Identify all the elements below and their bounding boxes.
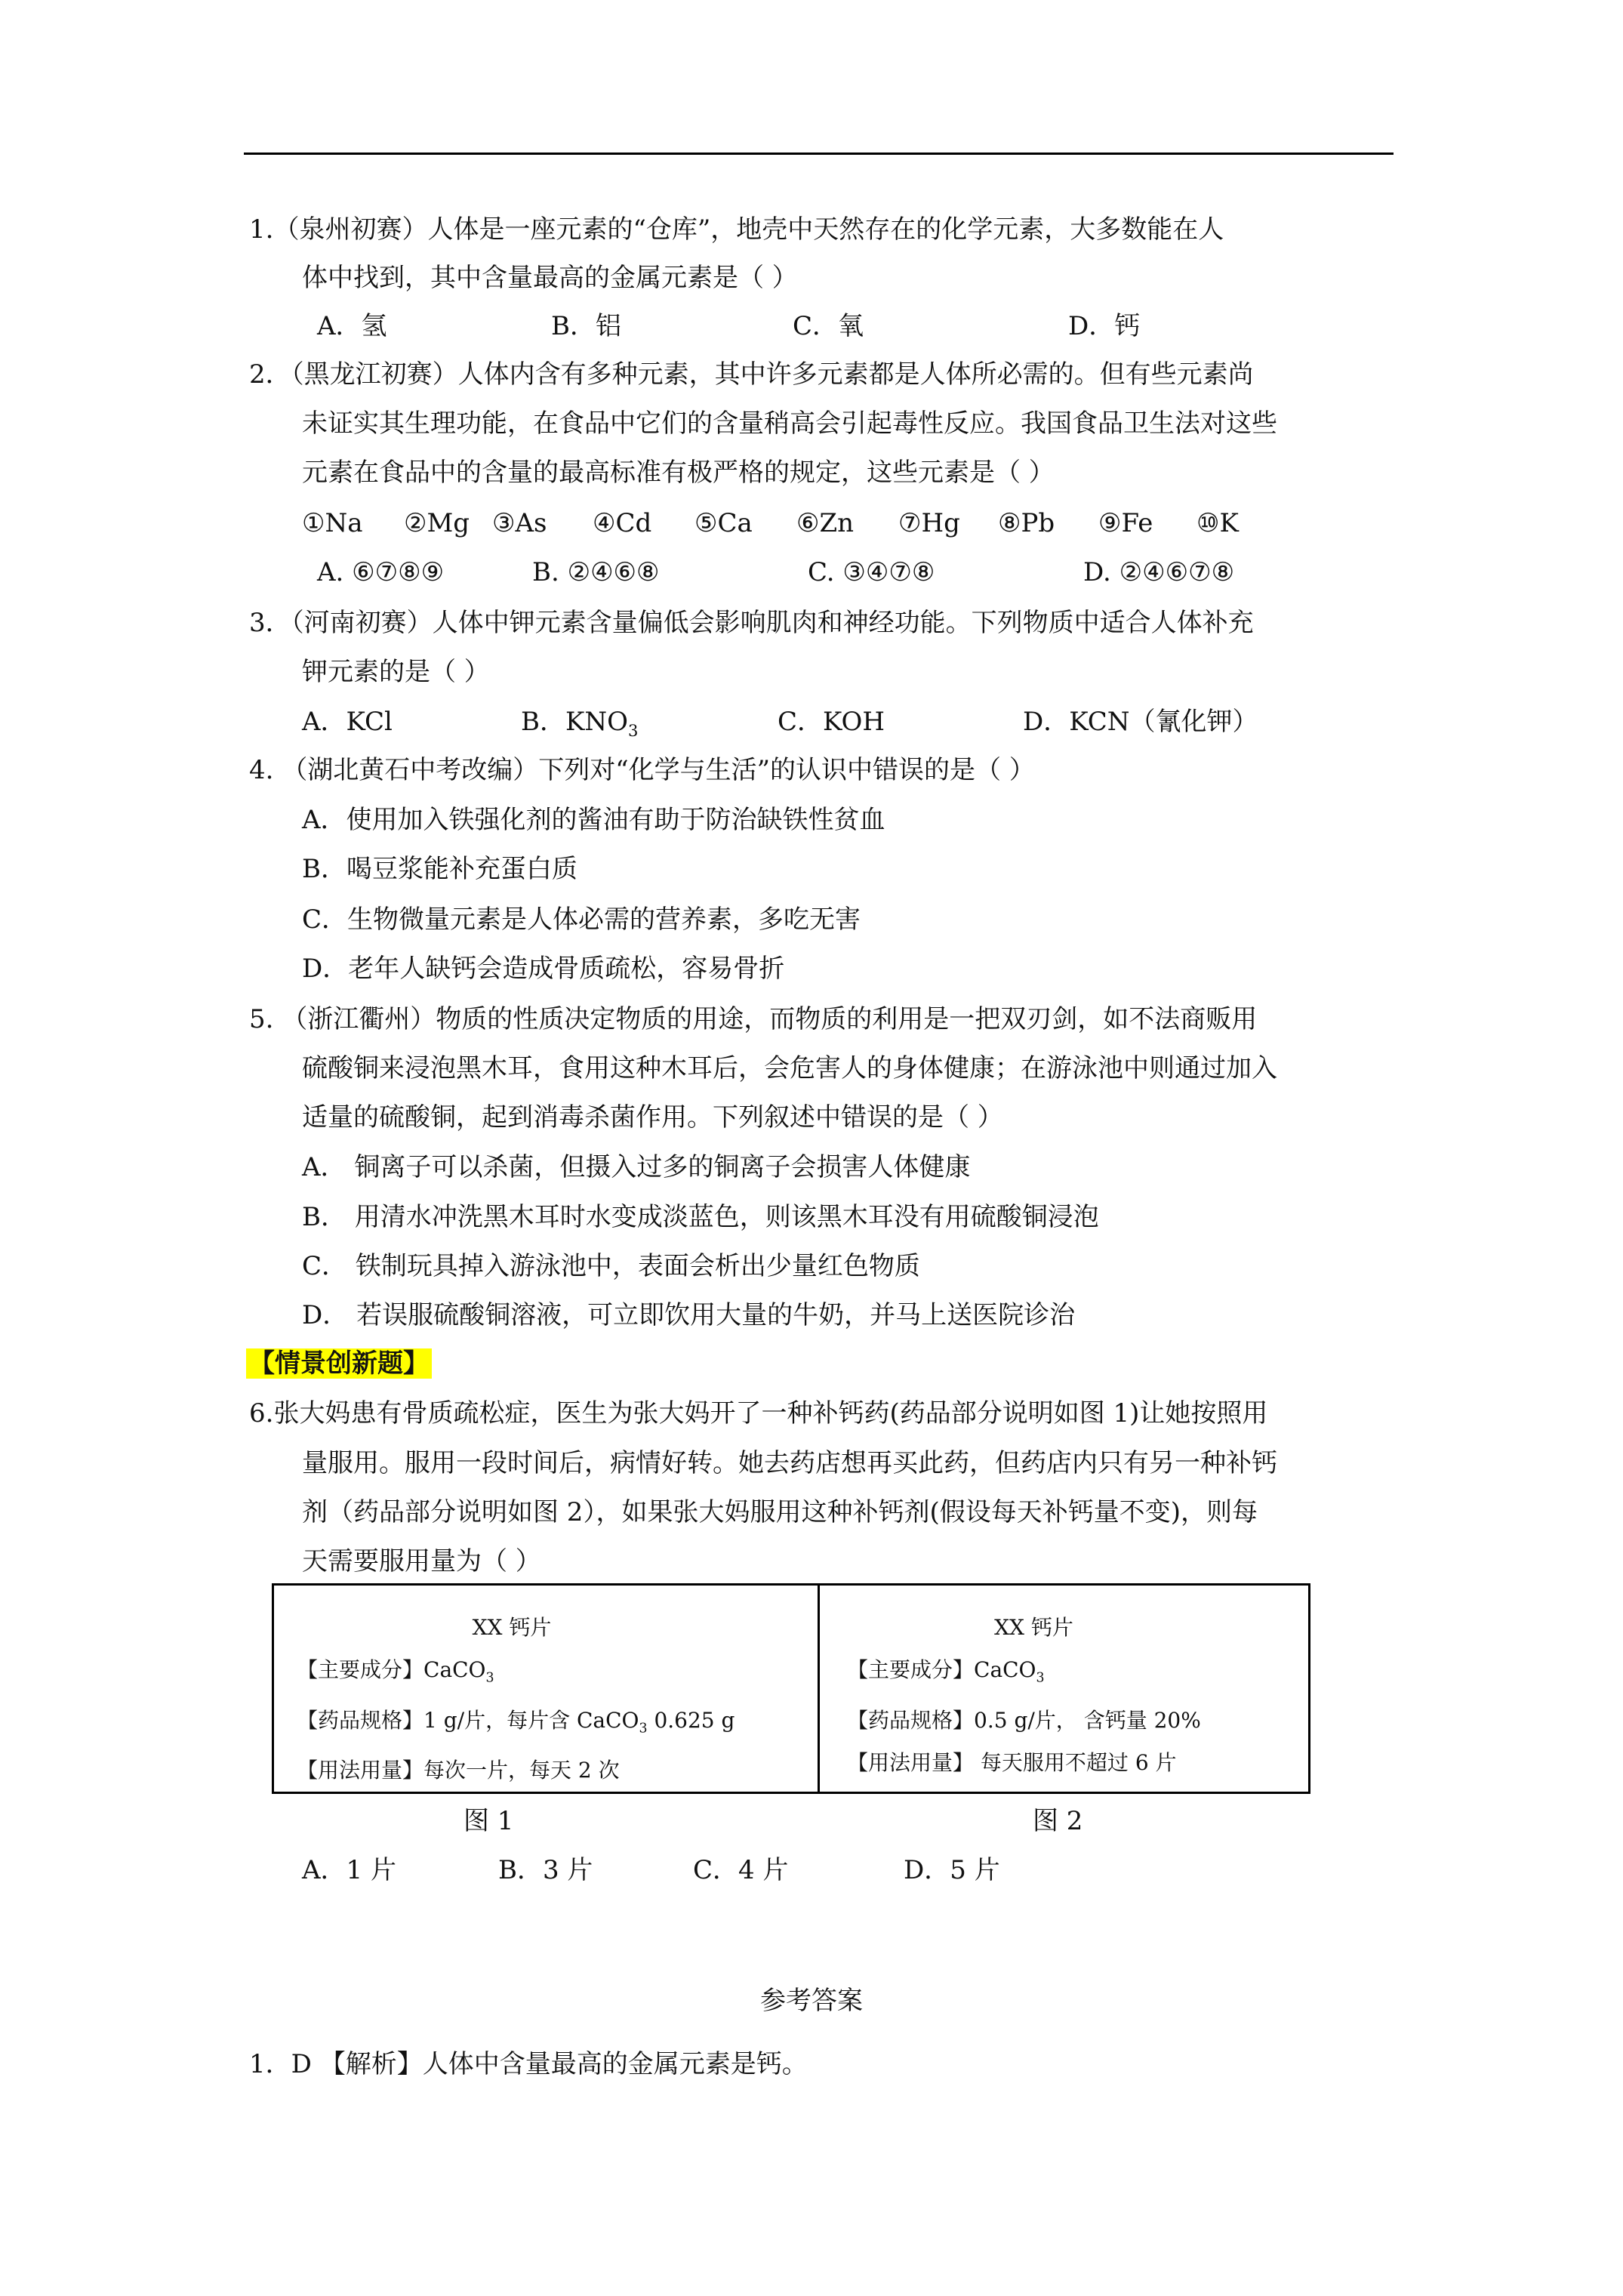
fig2-ingredient-label: 【主要成分】: [847, 1657, 975, 1682]
q2-element: ⑦Hg: [898, 508, 960, 538]
figure-1-label: [273, 1585, 819, 1793]
fig2-spec: [820, 1700, 1308, 1742]
q6-option-a: A．1 片: [302, 1855, 396, 1885]
q1-option-b: B．铝: [551, 311, 621, 341]
fig2-usage: [820, 1742, 1308, 1784]
q2-element: ⑩K: [1196, 508, 1239, 538]
q3-option-c: C．KOH: [778, 707, 885, 737]
q6-line-2: 量服用。服用一段时间后，病情好转。她去药店想再买此药，但药店内只有另一种补钙: [302, 1448, 1277, 1478]
figure-1-caption: 图 1: [463, 1806, 514, 1836]
fig2-ingredient-subscript: 3: [1036, 1670, 1045, 1686]
fig2-spec-label: 【药品规格】: [847, 1707, 975, 1733]
q2-option-a: A. ⑥⑦⑧⑨: [317, 557, 445, 587]
fig1-spec: [274, 1700, 818, 1750]
q6-option-b: B．3 片: [498, 1855, 593, 1885]
fig1-spec-amount: 0.625 g: [647, 1707, 735, 1733]
fig2-ingredient: [820, 1649, 1308, 1700]
q4-option-d: D．老年人缺钙会造成骨质疏松，容易骨折: [302, 954, 785, 984]
medicine-label-table: [272, 1583, 1310, 1794]
q2-element: ⑥Zn: [796, 508, 855, 538]
q2-element: ⑨Fe: [1098, 508, 1153, 538]
q3-option-d: D．KCN（氰化钾）: [1023, 707, 1258, 737]
fig1-ingredient-subscript: 3: [485, 1670, 494, 1686]
q2-line-1: 2．（黑龙江初赛）人体内含有多种元素，其中许多元素都是人体所必需的。但有些元素尚: [249, 359, 1254, 390]
fig2-spec-text: 0.5 g/片， 含钙量 20%: [974, 1707, 1201, 1733]
q1-option-d: D．钙: [1068, 311, 1141, 341]
fig2-title: XX 钙片: [994, 1615, 1073, 1640]
q5-option-b: B． 用清水冲洗黑木耳时水变成淡蓝色，则该黑木耳没有用硫酸铜浸泡: [302, 1202, 1099, 1232]
fig1-usage-text: 每次一片，每天 2 次: [423, 1758, 620, 1783]
q5-line-2: 硫酸铜来浸泡黑木耳，食用这种木耳后，会危害人的身体健康；在游泳池中则通过加入: [302, 1053, 1277, 1083]
answer-1: 1．D 【解析】人体中含量最高的金属元素是钙。: [249, 2049, 808, 2079]
q4-line-1: 4. （湖北黄石中考改编）下列对“化学与生活”的认识中错误的是（ ）: [249, 755, 1035, 785]
q5-line-1: 5. （浙江衢州）物质的性质决定物质的用途，而物质的利用是一把双刃剑，如不法商贩用: [249, 1004, 1258, 1034]
q1-line-1: 1.（泉州初赛）人体是一座元素的“仓库”，地壳中天然存在的化学元素，大多数能在人: [249, 214, 1224, 245]
fig1-ingredient-label: 【主要成分】: [297, 1657, 424, 1682]
q6-line-4: 天需要服用量为（ ）: [302, 1546, 541, 1576]
q2-element: ④Cd: [593, 508, 652, 538]
q3-line-2: 钾元素的是（ ）: [302, 657, 490, 687]
q5-option-d: D． 若误服硫酸铜溶液，可立即饮用大量的牛奶，并马上送医院诊治: [302, 1300, 1076, 1330]
section-heading-text: 【情景创新题】: [246, 1348, 432, 1379]
fig2-usage-label: 【用法用量】: [847, 1749, 975, 1775]
q2-option-c: C. ③④⑦⑧: [808, 557, 935, 587]
q5-option-c: C． 铁制玩具掉入游泳池中，表面会析出少量红色物质: [302, 1251, 920, 1281]
q5-option-a: A． 铜离子可以杀菌，但摄入过多的铜离子会损害人体健康: [302, 1152, 971, 1182]
q2-line-3: 元素在食品中的含量的最高标准有极严格的规定，这些元素是（ ）: [302, 458, 1055, 488]
fig2-ingredient-formula: CaCO: [974, 1657, 1036, 1682]
q4-option-a: A．使用加入铁强化剂的酱油有助于防治缺铁性贫血: [302, 805, 885, 835]
q5-line-3: 适量的硫酸铜，起到消毒杀菌作用。下列叙述中错误的是（ ）: [302, 1102, 1003, 1133]
fig2-usage-text: 每天服用不超过 6 片: [974, 1749, 1177, 1775]
q2-line-2: 未证实其生理功能，在食品中它们的含量稍高会引起毒性反应。我国食品卫生法对这些: [302, 408, 1277, 439]
q6-line-3: 剂（药品部分说明如图 2），如果张大妈服用这种补钙剂(假设每天补钙量不变)，则每: [302, 1497, 1258, 1527]
q2-element: ①Na: [302, 508, 363, 538]
q3-line-1: 3．（河南初赛）人体中钾元素含量偏低会影响肌肉和神经功能。下列物质中适合人体补充: [249, 608, 1254, 638]
q1-option-c: C．氧: [793, 311, 864, 341]
q6-option-d: D．5 片: [904, 1855, 1000, 1885]
q3-option-b-text: B．KNO: [521, 707, 629, 737]
q4-option-b: B．喝豆浆能补充蛋白质: [302, 854, 577, 884]
fig1-usage-label: 【用法用量】: [297, 1758, 424, 1783]
fig1-title: XX 钙片: [472, 1615, 552, 1640]
q1-option-a: A．氢: [317, 311, 387, 341]
q6-line-1: 6.张大妈患有骨质疏松症，医生为张大妈开了一种补钙药(药品部分说明如图 1)让她按照用: [249, 1398, 1268, 1428]
q2-option-d: D. ②④⑥⑦⑧: [1083, 557, 1235, 587]
q1-line-2: 体中找到，其中含量最高的金属元素是（ ）: [302, 263, 798, 293]
fig1-ingredient-formula: CaCO: [423, 1657, 486, 1682]
fig1-spec-subscript: 3: [639, 1721, 648, 1737]
fig1-usage: [274, 1749, 818, 1792]
q2-element: ③As: [492, 508, 547, 538]
q3-option-b: [521, 707, 638, 746]
q3-option-a: A．KCl: [302, 707, 393, 737]
answers-title: 参考答案: [760, 1986, 863, 2016]
figure-2-label: [819, 1585, 1310, 1793]
q2-option-b: B. ②④⑥⑧: [532, 557, 660, 587]
fig1-ingredient: [274, 1649, 818, 1700]
q2-element: ②Mg: [404, 508, 470, 538]
figure-2-caption: 图 2: [1033, 1806, 1083, 1836]
q4-option-c: C．生物微量元素是人体必需的营养素，多吃无害: [302, 905, 861, 935]
fig1-spec-label: 【药品规格】: [297, 1707, 424, 1733]
q6-option-c: C．4 片: [693, 1855, 789, 1885]
header-rule: [244, 153, 1394, 155]
q2-element: ⑧Pb: [998, 508, 1055, 538]
section-heading: [246, 1348, 432, 1379]
q3-option-b-subscript: 3: [628, 720, 639, 740]
fig1-spec-text: 1 g/片，每片含 CaCO: [423, 1707, 639, 1733]
q2-element: ⑤Ca: [694, 508, 753, 538]
